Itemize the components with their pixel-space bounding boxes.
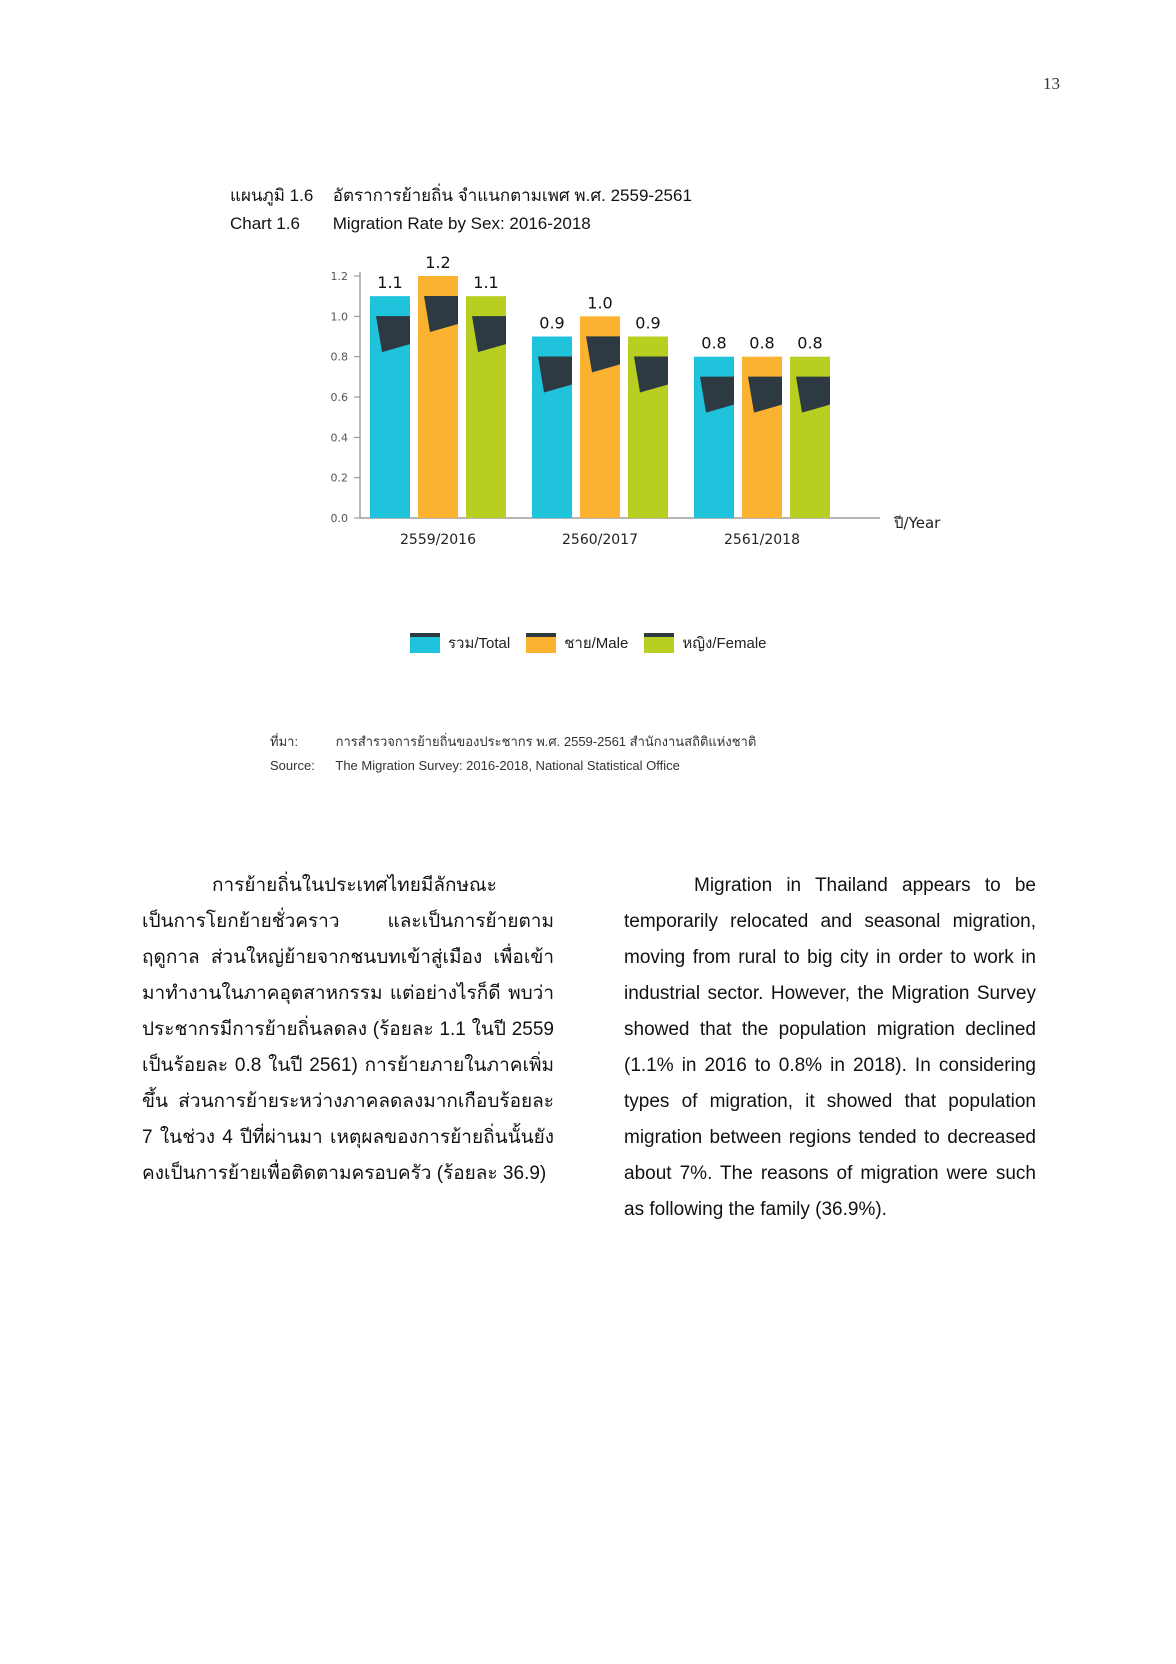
y-tick-label: 0.4 <box>330 431 348 445</box>
page-number: 13 <box>1043 74 1060 93</box>
x-category-label: 2561/2018 <box>724 532 800 548</box>
y-tick-label: 0.6 <box>330 391 348 404</box>
y-tick-label: 0.8 <box>330 350 348 364</box>
y-tick-label: 1.2 <box>330 270 348 283</box>
data-label: 0.8 <box>749 333 775 353</box>
legend-swatch-male <box>526 633 556 653</box>
y-tick-label: 0.2 <box>330 471 348 485</box>
body-thai-paragraph: การย้ายถิ่นในประเทศไทยมีลักษณะเป็นการโยกย้ายชั่วคราว และเป็นการย้ายตามฤดูกาล ส่วนใหญ่ย้ายจากชนบทเข้าสู่เมือง เพื่อเข้ามาทำงานในภาคอุตสาหกรรม แต่อย่างไรก็ดี พบว่าประชากรมีการย้ายถิ่นลดลง (ร้อยละ 1.1 ในปี 2559 เป็นร้อยละ 0.8 ในปี 2561) การย้ายภายในภาคเพิ่มขึ้น ส่วนการย้ายระหว่างภาคลดลงมากเกือบร้อยละ 7 ในช่วง 4 ปีที่ผ่านมา เหตุผลของการย้ายถิ่นนั้นยังคงเป็นการย้ายเพื่อติดตามครอบครัว (ร้อยละ 36.9) <box>142 875 554 1184</box>
legend-label-total: รวม/Total <box>448 635 511 652</box>
x-axis-label: ปี/Year <box>894 514 941 532</box>
legend-swatch-total <box>410 633 440 653</box>
data-label: 0.9 <box>539 313 565 333</box>
legend-swatch-female <box>644 633 674 653</box>
source-thai-label: ที่มา: <box>270 734 299 749</box>
y-tick-label: 0.0 <box>330 512 348 525</box>
data-label: 1.1 <box>377 273 403 293</box>
source-en-label: Source: <box>270 758 315 773</box>
caption-english <box>230 210 692 238</box>
chart-legend <box>410 628 830 658</box>
data-label: 0.9 <box>635 313 661 333</box>
x-category-label: 2559/2016 <box>400 532 476 548</box>
legend-item-female <box>644 631 766 655</box>
migration-rate-chart <box>300 253 941 592</box>
data-label: 1.0 <box>587 293 613 313</box>
data-label: 1.2 <box>425 253 451 272</box>
body-thai-column <box>142 868 554 1192</box>
source-thai-text: การสำรวจการย้ายถิ่นของประชากร พ.ศ. 2559-2561 สำนักงานสถิติแห่งชาติ <box>335 734 757 749</box>
body-english-column <box>624 868 1036 1228</box>
y-tick-label: 1.0 <box>330 310 348 324</box>
caption-thai <box>230 182 692 210</box>
legend-item-male <box>526 631 628 655</box>
chart-caption <box>230 182 692 238</box>
data-label: 0.8 <box>701 333 727 353</box>
caption-en-number: Chart 1.6 <box>230 214 300 233</box>
legend-item-total <box>410 631 510 655</box>
source-english <box>270 754 756 778</box>
body-english-paragraph: Migration in Thailand appears to be temporarily relocated and seasonal migration, moving from rural to big city in order to work in industrial sector. However, the Migration Survey showed that the population migration declined (1.1% in 2016 to 0.8% in 2018). In considering types of migration, it showed that population migration between regions tended to decreased about 7%. The reasons of migration were such as following the family (36.9%). <box>624 875 1036 1220</box>
legend-label-female: หญิง/Female <box>682 635 767 652</box>
caption-en-title: Migration Rate by Sex: 2016-2018 <box>332 214 591 233</box>
chart-source <box>270 730 756 778</box>
data-label: 0.8 <box>797 333 823 353</box>
legend-label-male: ชาย/Male <box>564 635 629 652</box>
caption-thai-number: แผนภูมิ 1.6 <box>230 186 314 205</box>
caption-thai-title: อัตราการย้ายถิ่น จำแนกตามเพศ พ.ศ. 2559-2561 <box>332 186 692 205</box>
source-en-text: The Migration Survey: 2016-2018, National Statistical Office <box>335 758 680 773</box>
source-thai <box>270 730 756 754</box>
data-label: 1.1 <box>473 273 499 293</box>
x-category-label: 2560/2017 <box>562 532 638 548</box>
